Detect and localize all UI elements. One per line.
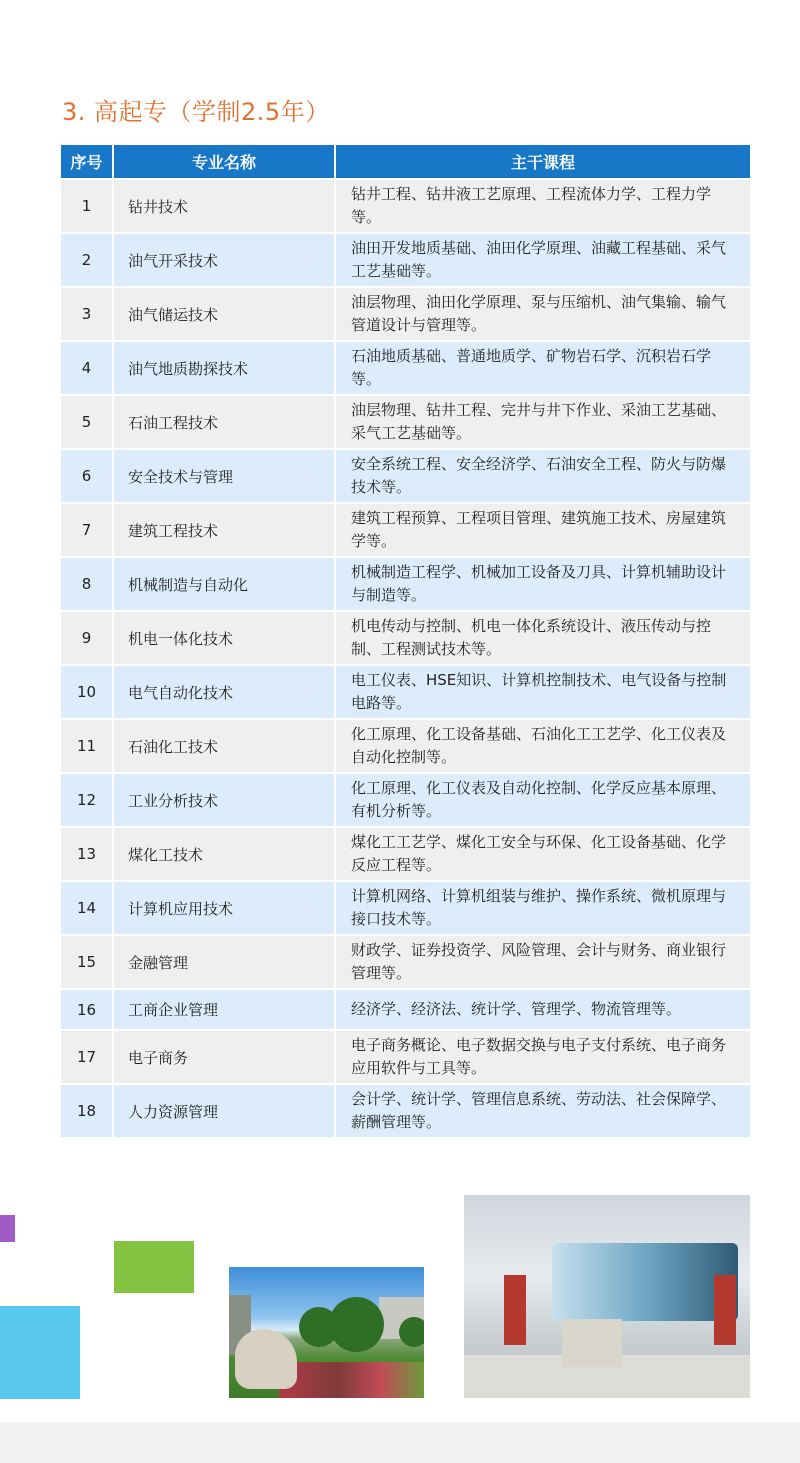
main-courses: 电子商务概论、电子数据交换与电子支付系统、电子商务应用软件与工具等。 [335,1030,750,1084]
table-row [61,287,750,341]
main-courses: 煤化工工艺学、煤化工安全与环保、化工设备基础、化学反应工程等。 [335,827,750,881]
main-courses: 安全系统工程、安全经济学、石油安全工程、防火与防爆技术等。 [335,449,750,503]
major-name: 安全技术与管理 [113,449,335,503]
row-number: 10 [61,665,113,719]
major-name: 人力资源管理 [113,1084,335,1137]
table-row [61,773,750,827]
major-name: 石油工程技术 [113,395,335,449]
major-name: 油气开采技术 [113,233,335,287]
main-courses: 钻井工程、钻井液工艺原理、工程流体力学、工程力学等。 [335,179,750,233]
row-number: 8 [61,557,113,611]
row-number: 5 [61,395,113,449]
majors-table [61,145,750,1137]
control-room-photo [464,1195,750,1398]
row-number: 18 [61,1084,113,1137]
row-number: 1 [61,179,113,233]
major-name: 金融管理 [113,935,335,989]
table-row [61,233,750,287]
major-name: 建筑工程技术 [113,503,335,557]
main-courses: 会计学、统计学、管理信息系统、劳动法、社会保障学、薪酬管理等。 [335,1084,750,1137]
table-row [61,935,750,989]
major-name: 电子商务 [113,1030,335,1084]
main-courses: 化工原理、化工设备基础、石油化工工艺学、化工仪表及自动化控制等。 [335,719,750,773]
major-name: 油气储运技术 [113,287,335,341]
table-row [61,341,750,395]
table-row [61,395,750,449]
table-row [61,989,750,1030]
table-row [61,503,750,557]
major-name: 煤化工技术 [113,827,335,881]
major-name: 电气自动化技术 [113,665,335,719]
table-row [61,665,750,719]
row-number: 13 [61,827,113,881]
major-name: 钻井技术 [113,179,335,233]
main-courses: 机电传动与控制、机电一体化系统设计、液压传动与控制、工程测试技术等。 [335,611,750,665]
row-number: 14 [61,881,113,935]
row-number: 4 [61,341,113,395]
main-courses: 计算机网络、计算机组装与维护、操作系统、微机原理与接口技术等。 [335,881,750,935]
decor-purple-square [0,1215,15,1242]
table-row [61,1084,750,1137]
table-row [61,719,750,773]
section-title: 3. 高起专（学制2.5年） [62,98,330,126]
major-name: 机电一体化技术 [113,611,335,665]
main-courses: 建筑工程预算、工程项目管理、建筑施工技术、房屋建筑学等。 [335,503,750,557]
row-number: 15 [61,935,113,989]
major-name: 工业分析技术 [113,773,335,827]
row-number: 17 [61,1030,113,1084]
header-courses: 主干课程 [335,145,750,179]
table-row [61,179,750,233]
major-name: 石油化工技术 [113,719,335,773]
table-row [61,1030,750,1084]
main-courses: 油田开发地质基础、油田化学原理、油藏工程基础、采气工艺基础等。 [335,233,750,287]
decor-blue-square [0,1306,80,1399]
campus-photo [229,1267,424,1398]
row-number: 3 [61,287,113,341]
table-row [61,611,750,665]
header-major: 专业名称 [113,145,335,179]
major-name: 计算机应用技术 [113,881,335,935]
row-number: 11 [61,719,113,773]
footer-band [0,1422,800,1463]
table-header-row [61,145,750,179]
row-number: 9 [61,611,113,665]
table-row [61,557,750,611]
main-courses: 经济学、经济法、统计学、管理学、物流管理等。 [335,989,750,1030]
major-name: 工商企业管理 [113,989,335,1030]
major-name: 油气地质勘探技术 [113,341,335,395]
table-row [61,449,750,503]
decor-green-square [114,1241,194,1293]
row-number: 16 [61,989,113,1030]
row-number: 7 [61,503,113,557]
table-row [61,881,750,935]
row-number: 12 [61,773,113,827]
main-courses: 油层物理、钻井工程、完井与井下作业、采油工艺基础、采气工艺基础等。 [335,395,750,449]
main-courses: 石油地质基础、普通地质学、矿物岩石学、沉积岩石学等。 [335,341,750,395]
row-number: 2 [61,233,113,287]
table-row [61,827,750,881]
major-name: 机械制造与自动化 [113,557,335,611]
main-courses: 化工原理、化工仪表及自动化控制、化学反应基本原理、有机分析等。 [335,773,750,827]
main-courses: 油层物理、油田化学原理、泵与压缩机、油气集输、输气管道设计与管理等。 [335,287,750,341]
row-number: 6 [61,449,113,503]
main-courses: 电工仪表、HSE知识、计算机控制技术、电气设备与控制电路等。 [335,665,750,719]
main-courses: 机械制造工程学、机械加工设备及刀具、计算机辅助设计与制造等。 [335,557,750,611]
main-courses: 财政学、证券投资学、风险管理、会计与财务、商业银行管理等。 [335,935,750,989]
header-no: 序号 [61,145,113,179]
